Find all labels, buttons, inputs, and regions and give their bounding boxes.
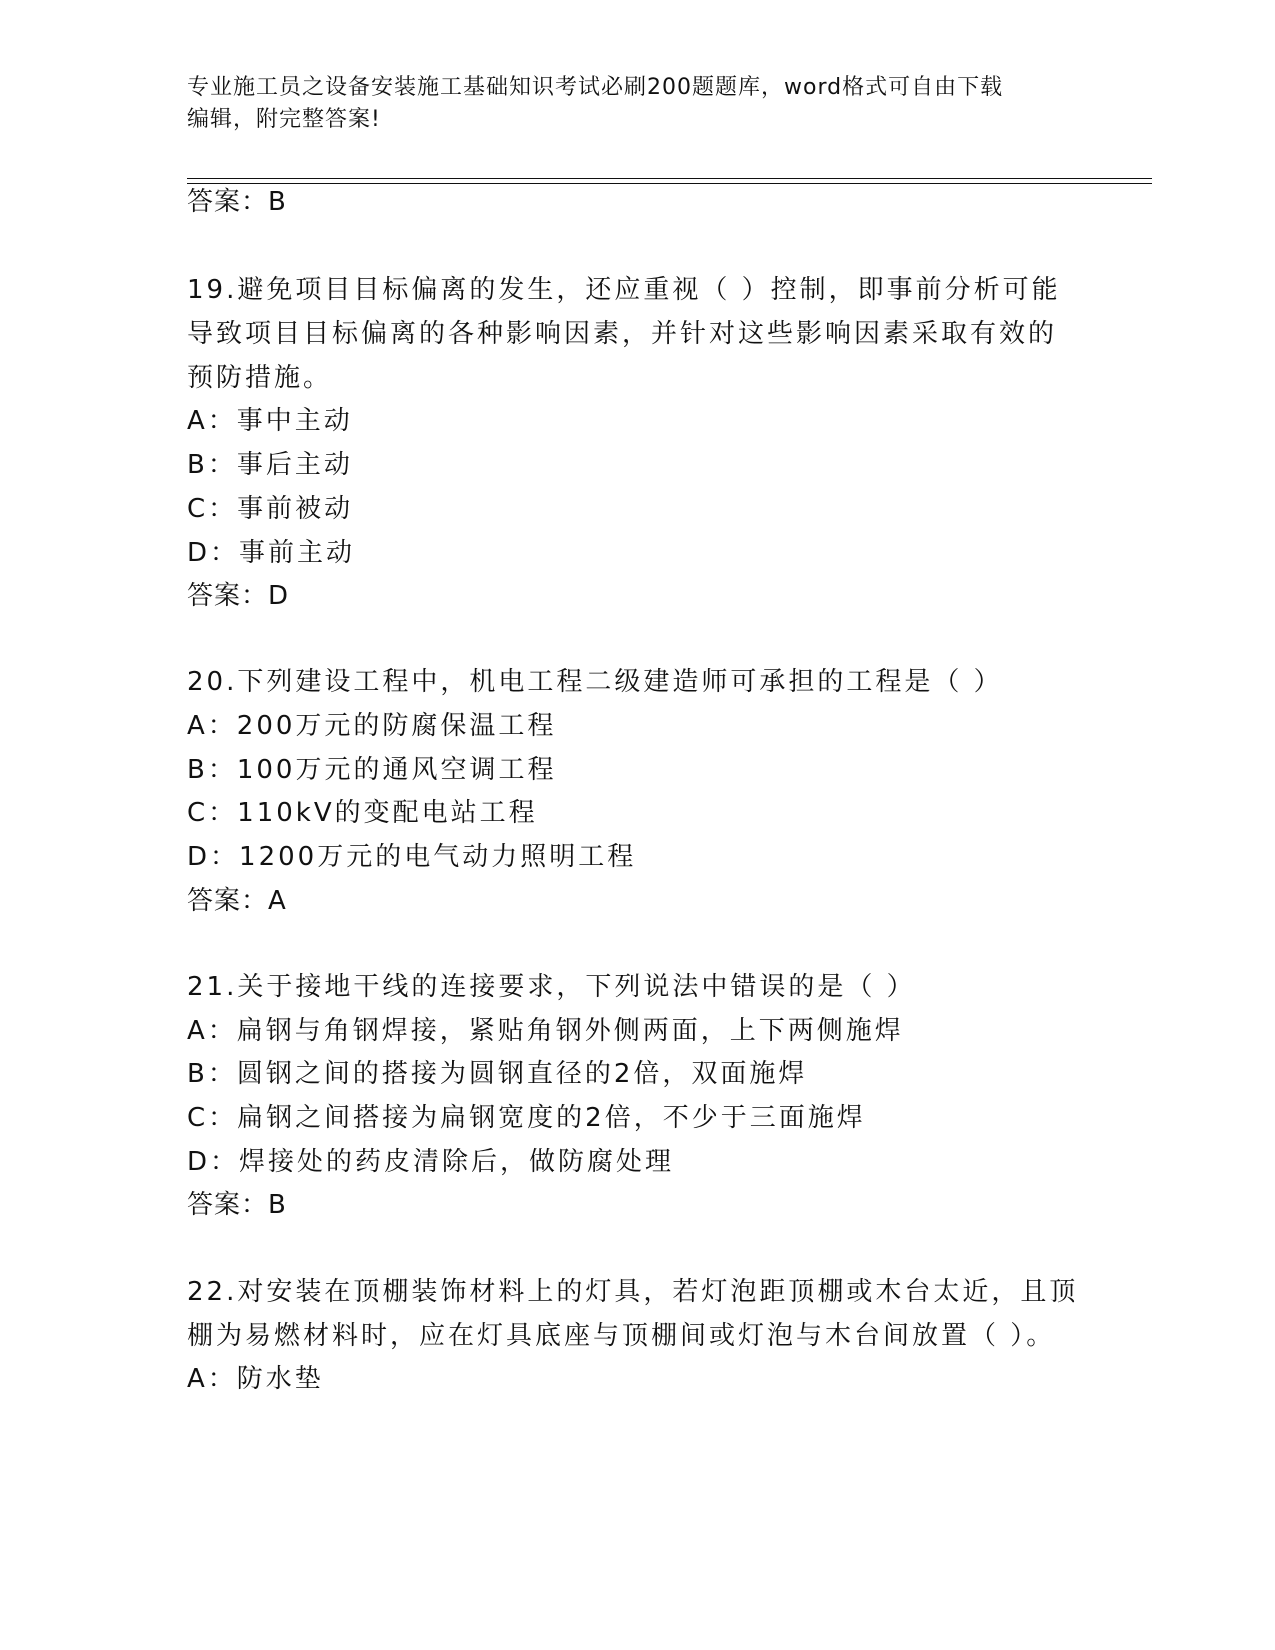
previous-answer: 答案：B <box>187 187 287 217</box>
option-b: B：100万元的通风空调工程 <box>187 755 557 785</box>
option-a: A：事中主动 <box>187 406 353 436</box>
header-divider-bottom <box>187 183 1152 184</box>
option-c: C：扁钢之间搭接为扁钢宽度的2倍，不少于三面施焊 <box>187 1103 866 1133</box>
document-header <box>187 72 1077 136</box>
option-b: B：圆钢之间的搭接为圆钢直径的2倍，双面施焊 <box>187 1059 808 1089</box>
question-stem-line: 22.对安装在顶棚装饰材料上的灯具，若灯泡距顶棚或木台太近，且顶 <box>187 1277 1079 1307</box>
option-d: D：1200万元的电气动力照明工程 <box>187 842 637 872</box>
option-a: A：扁钢与角钢焊接，紧贴角钢外侧两面，上下两侧施焊 <box>187 1016 904 1046</box>
option-a: A：200万元的防腐保温工程 <box>187 711 557 741</box>
option-b: B：事后主动 <box>187 450 353 480</box>
option-a: A：防水垫 <box>187 1364 324 1394</box>
question-stem-line: 20.下列建设工程中，机电工程二级建造师可承担的工程是（ ） <box>187 667 1003 697</box>
option-d: D：焊接处的药皮清除后，做防腐处理 <box>187 1147 675 1177</box>
answer: 答案：D <box>187 581 290 611</box>
option-d: D：事前主动 <box>187 538 356 568</box>
header-divider-top <box>187 178 1152 179</box>
question-stem-line: 预防措施。 <box>187 363 333 393</box>
header-title-line-1: 专业施工员之设备安装施工基础知识考试必刷200题题库，word格式可自由下载 <box>187 75 1004 100</box>
header-title-line-2: 编辑，附完整答案! <box>187 107 381 132</box>
question-stem-line: 21.关于接地干线的连接要求，下列说法中错误的是（ ） <box>187 972 916 1002</box>
answer: 答案：A <box>187 886 287 916</box>
question-stem-line: 棚为易燃材料时，应在灯具底座与顶棚间或灯泡与木台间放置（ ）。 <box>187 1321 1056 1351</box>
question-stem-line: 19.避免项目目标偏离的发生，还应重视（ ）控制，即事前分析可能 <box>187 275 1061 305</box>
question-stem-line: 导致项目目标偏离的各种影响因素，并针对这些影响因素采取有效的 <box>187 319 1058 349</box>
option-c: C：110kV的变配电站工程 <box>187 798 538 828</box>
option-c: C：事前被动 <box>187 494 354 524</box>
answer: 答案：B <box>187 1190 287 1220</box>
